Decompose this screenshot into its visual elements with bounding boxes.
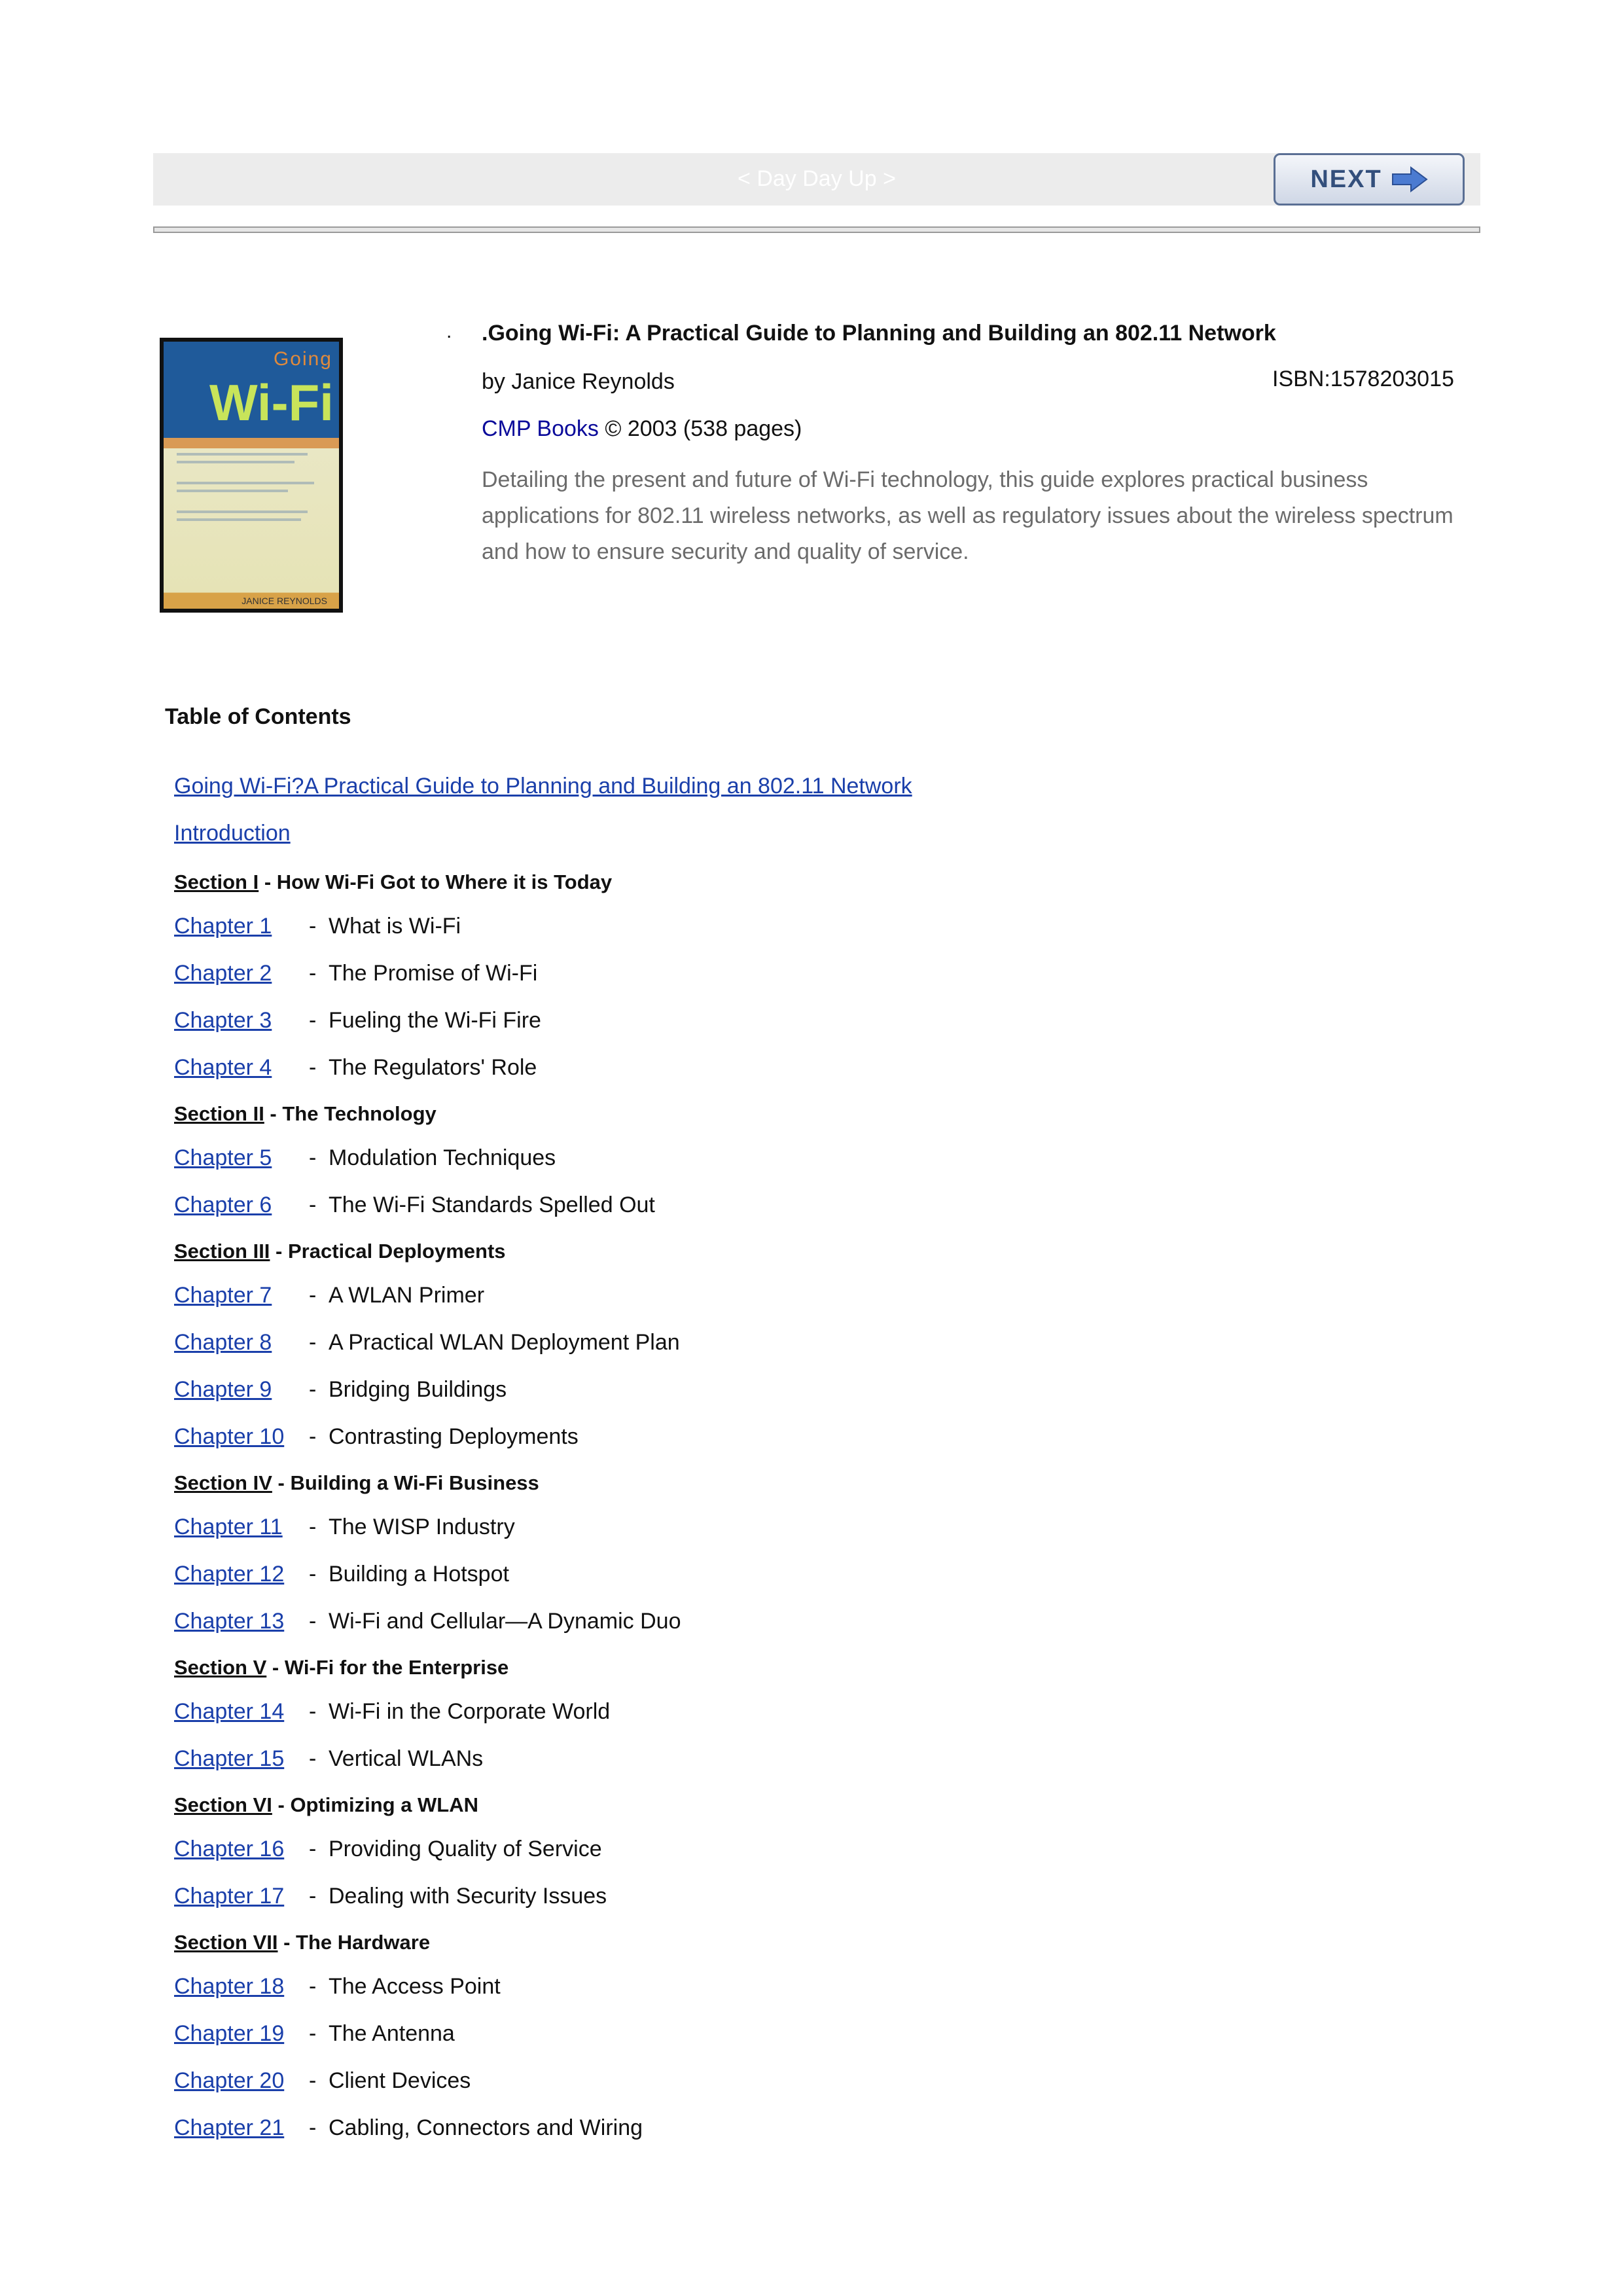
chapter-title: A Practical WLAN Deployment Plan [329, 1330, 680, 1355]
top-nav-bar [153, 153, 1480, 206]
section-title: The Technology [282, 1102, 437, 1125]
toc-section: Section VII - The Hardware [174, 1931, 431, 1954]
section-link[interactable]: Section II [174, 1102, 264, 1125]
toc-chapter: Chapter 5 - Modulation Techniques [174, 1145, 556, 1170]
chapter-link[interactable]: Chapter 19 [174, 2021, 285, 2046]
chapter-title: The Regulators' Role [329, 1055, 537, 1080]
chapter-link[interactable]: Chapter 16 [174, 1837, 285, 1861]
section-link[interactable]: Section IV [174, 1471, 272, 1494]
chapter-link[interactable]: Chapter 17 [174, 1884, 285, 1909]
section-title: Wi-Fi for the Enterprise [284, 1656, 509, 1679]
toc-chapter: Chapter 12 - Building a Hotspot [174, 1562, 509, 1587]
section-link[interactable]: Section I [174, 870, 259, 893]
toc-chapter: Chapter 4 - The Regulators' Role [174, 1055, 537, 1080]
year-pages: © 2003 (538 pages) [605, 416, 802, 441]
chapter-title: Wi-Fi and Cellular—A Dynamic Duo [329, 1609, 681, 1634]
section-link[interactable]: Section VII [174, 1931, 278, 1954]
chapter-title: Vertical WLANs [329, 1746, 484, 1771]
chapter-link[interactable]: Chapter 18 [174, 1974, 285, 1999]
chapter-title: Building a Hotspot [329, 1562, 509, 1587]
chapter-link[interactable]: Chapter 12 [174, 1562, 285, 1587]
publisher-link[interactable]: CMP Books [482, 416, 599, 441]
cover-top-text: Going [273, 348, 332, 370]
chapter-link[interactable]: Chapter 14 [174, 1699, 285, 1724]
book-description: Detailing the present and future of Wi-Fi technology, this guide explores practical business applications for 802.11 wireless networks, as well as regulatory issues about the wireless spectrum and how to ensure security and quality of service. [482, 467, 1454, 564]
chapter-title: Bridging Buildings [329, 1377, 507, 1402]
toc-chapter: Chapter 13 - Wi-Fi and Cellular—A Dynamic Duo [174, 1609, 681, 1634]
toc-chapter: Chapter 19 - The Antenna [174, 2021, 455, 2046]
chapter-link[interactable]: Chapter 4 [174, 1055, 272, 1080]
chapter-title: Providing Quality of Service [329, 1837, 602, 1861]
chapter-link[interactable]: Chapter 7 [174, 1283, 272, 1308]
chapter-link[interactable]: Chapter 11 [174, 1515, 283, 1539]
chapter-title: Cabling, Connectors and Wiring [329, 2115, 643, 2140]
chapter-link[interactable]: Chapter 13 [174, 1609, 285, 1634]
chapter-title: The Promise of Wi-Fi [329, 961, 538, 986]
toc-link-introduction[interactable]: Introduction [174, 821, 291, 846]
book-isbn: ISBN:1578203015 [1272, 367, 1454, 391]
chapter-title: The Access Point [329, 1974, 501, 1999]
chapter-link[interactable]: Chapter 1 [174, 914, 272, 939]
chapter-link[interactable]: Chapter 10 [174, 1424, 285, 1449]
toc-chapter: Chapter 2 - The Promise of Wi-Fi [174, 961, 538, 986]
chapter-title: The WISP Industry [329, 1515, 515, 1539]
section-title: Building a Wi-Fi Business [290, 1471, 539, 1494]
toc-chapter: Chapter 15 - Vertical WLANs [174, 1746, 484, 1771]
chapter-link[interactable]: Chapter 6 [174, 1193, 272, 1217]
toc-chapter: Chapter 3 - Fueling the Wi-Fi Fire [174, 1008, 541, 1033]
toc-chapter: Chapter 16 - Providing Quality of Service [174, 1837, 602, 1861]
book-title: .Going Wi-Fi: A Practical Guide to Planning and Building an 802.11 Network [482, 321, 1276, 346]
toc-chapter: Chapter 17 - Dealing with Security Issues [174, 1884, 607, 1909]
section-title: Practical Deployments [287, 1240, 506, 1263]
chapter-link[interactable]: Chapter 21 [174, 2115, 285, 2140]
toc-chapter: Chapter 18 - The Access Point [174, 1974, 501, 1999]
toc-link-book-title[interactable]: Going Wi-Fi?A Practical Guide to Planning and Building an 802.11 Network [174, 774, 912, 798]
chapter-link[interactable]: Chapter 9 [174, 1377, 272, 1402]
book-cover-image [160, 338, 343, 613]
toc-section: Section III - Practical Deployments [174, 1240, 506, 1263]
toc-chapter: Chapter 1 - What is Wi-Fi [174, 914, 461, 939]
chapter-title: Contrasting Deployments [329, 1424, 579, 1449]
section-link[interactable]: Section V [174, 1656, 267, 1679]
chapter-link[interactable]: Chapter 20 [174, 2068, 285, 2093]
book-author: by Janice Reynolds [482, 369, 675, 394]
chapter-link[interactable]: Chapter 2 [174, 961, 272, 986]
cover-main-text: Wi-Fi [209, 374, 334, 431]
chapter-link[interactable]: Chapter 8 [174, 1330, 272, 1355]
chapter-title: What is Wi-Fi [329, 914, 461, 939]
chapter-title: The Wi-Fi Standards Spelled Out [329, 1193, 655, 1217]
section-title: Optimizing a WLAN [290, 1793, 479, 1816]
divider [153, 226, 1480, 233]
toc-chapter: Chapter 11 - The WISP Industry [174, 1515, 515, 1539]
toc-chapter: Chapter 8 - A Practical WLAN Deployment Plan [174, 1330, 680, 1355]
toc-section: Section V - Wi-Fi for the Enterprise [174, 1656, 509, 1679]
toc-chapter: Chapter 7 - A WLAN Primer [174, 1283, 485, 1308]
section-link[interactable]: Section III [174, 1240, 270, 1263]
next-label: NEXT [1310, 165, 1382, 193]
section-link[interactable]: Section VI [174, 1793, 272, 1816]
chapter-link[interactable]: Chapter 15 [174, 1746, 285, 1771]
chapter-link[interactable]: Chapter 5 [174, 1145, 272, 1170]
section-title: How Wi-Fi Got to Where it is Today [276, 870, 613, 893]
chapter-title: The Antenna [329, 2021, 455, 2046]
cover-author-text: JANICE REYNOLDS [241, 596, 327, 606]
chapter-title: Dealing with Security Issues [329, 1884, 607, 1909]
bullet: . [446, 321, 452, 342]
chapter-title: Fueling the Wi-Fi Fire [329, 1008, 541, 1033]
toc-chapter: Chapter 14 - Wi-Fi in the Corporate World [174, 1699, 611, 1724]
chapter-link[interactable]: Chapter 3 [174, 1008, 272, 1033]
chapter-title: Modulation Techniques [329, 1145, 556, 1170]
section-title: The Hardware [296, 1931, 431, 1954]
next-button[interactable] [1274, 153, 1465, 206]
toc-chapter: Chapter 6 - The Wi-Fi Standards Spelled Out [174, 1193, 655, 1217]
chapter-title: A WLAN Primer [329, 1283, 485, 1308]
arrow-right-icon [1391, 166, 1428, 192]
toc-section: Section II - The Technology [174, 1102, 437, 1125]
day-day-up-label: < Day Day Up > [738, 166, 896, 191]
toc-chapter: Chapter 21 - Cabling, Connectors and Wiring [174, 2115, 643, 2140]
toc-chapter: Chapter 9 - Bridging Buildings [174, 1377, 507, 1402]
publisher-line [482, 416, 802, 442]
chapter-title: Client Devices [329, 2068, 471, 2093]
chapter-title: Wi-Fi in the Corporate World [329, 1699, 611, 1724]
toc-chapter: Chapter 10 - Contrasting Deployments [174, 1424, 579, 1449]
toc-section: Section I - How Wi-Fi Got to Where it is Today [174, 870, 613, 893]
toc-chapter: Chapter 20 - Client Devices [174, 2068, 471, 2093]
toc-section: Section IV - Building a Wi-Fi Business [174, 1471, 539, 1494]
toc-heading: Table of Contents [165, 704, 351, 729]
toc-section: Section VI - Optimizing a WLAN [174, 1793, 479, 1816]
